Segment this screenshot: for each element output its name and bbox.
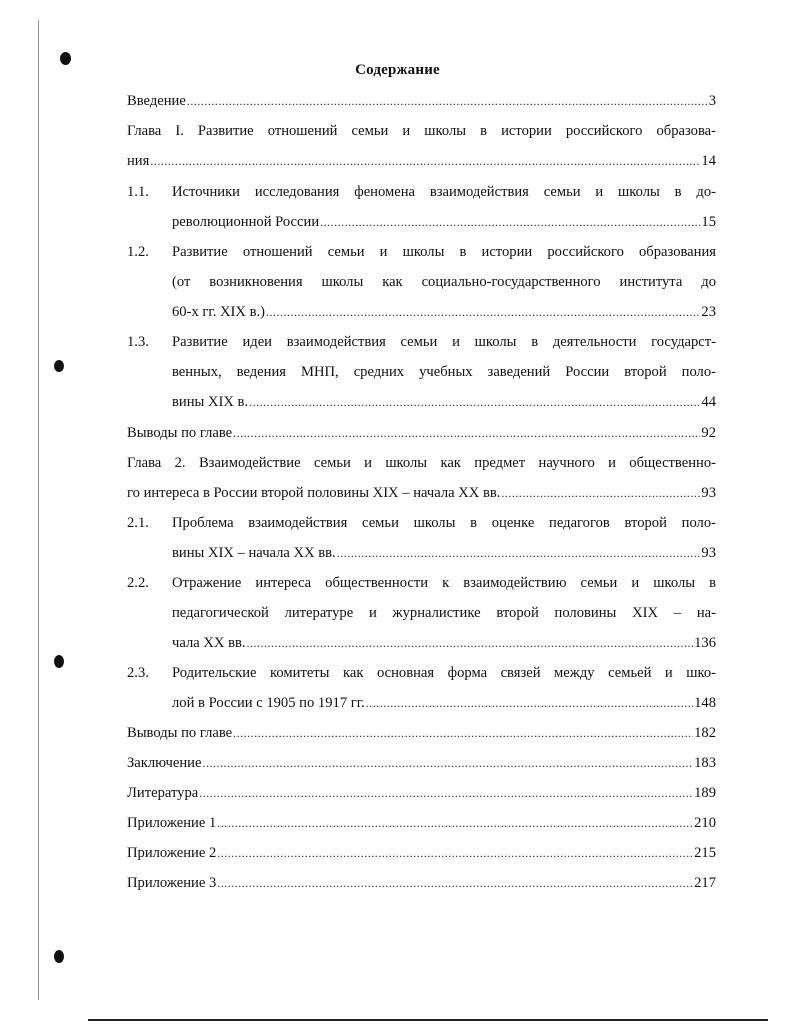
toc-entry-text: Литература: [127, 785, 199, 801]
leader-dots: [233, 419, 700, 447]
toc-entry-text: Приложение 3: [127, 875, 217, 891]
toc-page-number: 3: [708, 93, 716, 109]
toc-entry-text: Приложение 1: [127, 815, 217, 831]
leader-dots: [217, 839, 693, 867]
toc-entry-text: ния: [127, 153, 150, 169]
toc-section-2-1-line: Проблема взаимодействия семьи школы в оценке педагогов второй поло-: [172, 515, 716, 531]
toc-page-number: 92: [701, 425, 716, 441]
section-number: 1.2.: [127, 244, 149, 260]
toc-page-number: 15: [701, 214, 716, 230]
leader-dots: [501, 479, 700, 507]
toc-page-number: 148: [694, 695, 716, 711]
toc-section-1-3-line: Развитие идеи взаимодействия семьи и школы в деятельности государст-: [172, 334, 716, 350]
toc-entry-literature[interactable]: [127, 779, 716, 807]
toc-section-1-2-line: Развитие отношений семьи и школы в истории российского образования: [172, 244, 716, 260]
leader-dots: [199, 779, 693, 807]
toc-entry-section-1-2[interactable]: [172, 298, 716, 326]
section-number: 2.1.: [127, 515, 149, 531]
toc-entry-text: Приложение 2: [127, 845, 217, 861]
section-number: 1.3.: [127, 334, 149, 350]
toc-entry-conclusions-1[interactable]: [127, 419, 716, 447]
toc-page-number: 182: [694, 725, 716, 741]
toc-entry-text: Выводы по главе: [127, 425, 233, 441]
toc-entry-text: Выводы по главе: [127, 725, 233, 741]
leader-dots: [187, 87, 708, 115]
toc-section-1-3-line: венных, ведения МНП, средних учебных заведений России второй поло-: [172, 364, 716, 380]
toc-entry-chapter-2[interactable]: [127, 479, 716, 507]
toc-entry-conclusions-2[interactable]: [127, 719, 716, 747]
toc-entry-text: вины XIX в.: [172, 394, 249, 410]
toc-section-1-2-line: (от возникновения школы как социально-государственного института до: [172, 274, 716, 290]
leader-dots: [202, 749, 693, 777]
toc-chapter-2-line: Глава 2. Взаимодействие семьи и школы как предмет научного и общественно-: [127, 455, 716, 471]
toc-page-number: 93: [701, 485, 716, 501]
toc-page-number: 210: [694, 815, 716, 831]
leader-dots: [217, 869, 693, 897]
leader-dots: [247, 629, 694, 657]
punch-hole-mark: [54, 360, 64, 372]
toc-section-2-3-line: Родительские комитеты как основная форма связей между семьей и шко-: [172, 665, 716, 681]
toc-page-number: 14: [701, 153, 716, 169]
toc-entry-text: вины XIX – начала XX вв.: [172, 545, 336, 561]
toc-section-2-2-line: Отражение интереса общественности к взаимодействию семьи и школы в: [172, 575, 716, 591]
toc-entry-section-1-3[interactable]: [172, 388, 716, 416]
toc-entry-appendix-1[interactable]: [127, 809, 716, 837]
scan-bottom-line: [88, 1019, 768, 1021]
punch-hole-mark: [54, 655, 64, 668]
toc-page-number: 217: [694, 875, 716, 891]
leader-dots: [233, 719, 693, 747]
toc-entry-section-2-1[interactable]: [172, 539, 716, 567]
toc-entry-appendix-3[interactable]: [127, 869, 716, 897]
leader-dots: [249, 388, 700, 416]
section-number: 2.2.: [127, 575, 149, 591]
toc-entry-appendix-2[interactable]: [127, 839, 716, 867]
toc-page-number: 136: [694, 635, 716, 651]
toc-entry-text: лой в России с 1905 по 1917 гг.: [172, 695, 365, 711]
toc-entry-intro[interactable]: [127, 87, 716, 115]
toc-entry-text: чала XX вв.: [172, 635, 246, 651]
leader-dots: [266, 298, 700, 326]
toc-entry-conclusion[interactable]: [127, 749, 716, 777]
section-number: 1.1.: [127, 184, 149, 200]
toc-entry-section-2-2[interactable]: [172, 629, 716, 657]
toc-page-number: 93: [701, 545, 716, 561]
toc-page-number: 183: [694, 755, 716, 771]
leader-dots: [320, 208, 700, 236]
toc-page-number: 189: [694, 785, 716, 801]
toc-entry-section-1-1[interactable]: [172, 208, 716, 236]
scan-edge-line: [38, 20, 39, 1000]
toc-entry-text: Заключение: [127, 755, 202, 771]
toc-entry-chapter-1[interactable]: [127, 147, 716, 175]
punch-hole-mark: [54, 950, 64, 963]
leader-dots: [337, 539, 701, 567]
toc-entry-text: Введение: [127, 93, 186, 109]
toc-page-number: 23: [701, 304, 716, 320]
leader-dots: [217, 809, 693, 837]
section-number: 2.3.: [127, 665, 149, 681]
toc-entry-section-2-3[interactable]: [172, 689, 716, 717]
toc-page-number: 44: [701, 394, 716, 410]
page-title: Содержание: [355, 62, 440, 78]
toc-entry-text: го интереса в России второй половины XIX – начала XX вв.: [127, 485, 501, 501]
toc-entry-text: 60-х гг. XIX в.): [172, 304, 266, 320]
toc-section-1-1-line: Источники исследования феномена взаимодействия семьи и школы в до-: [172, 184, 716, 200]
leader-dots: [150, 147, 700, 175]
toc-page-number: 215: [694, 845, 716, 861]
toc-chapter-1-line: Глава I. Развитие отношений семьи и школы в истории российского образова-: [127, 123, 716, 139]
leader-dots: [366, 689, 693, 717]
toc-section-2-2-line: педагогической литературе и журналистике второй половины XIX – на-: [172, 605, 716, 621]
toc-entry-text: революционной России: [172, 214, 320, 230]
